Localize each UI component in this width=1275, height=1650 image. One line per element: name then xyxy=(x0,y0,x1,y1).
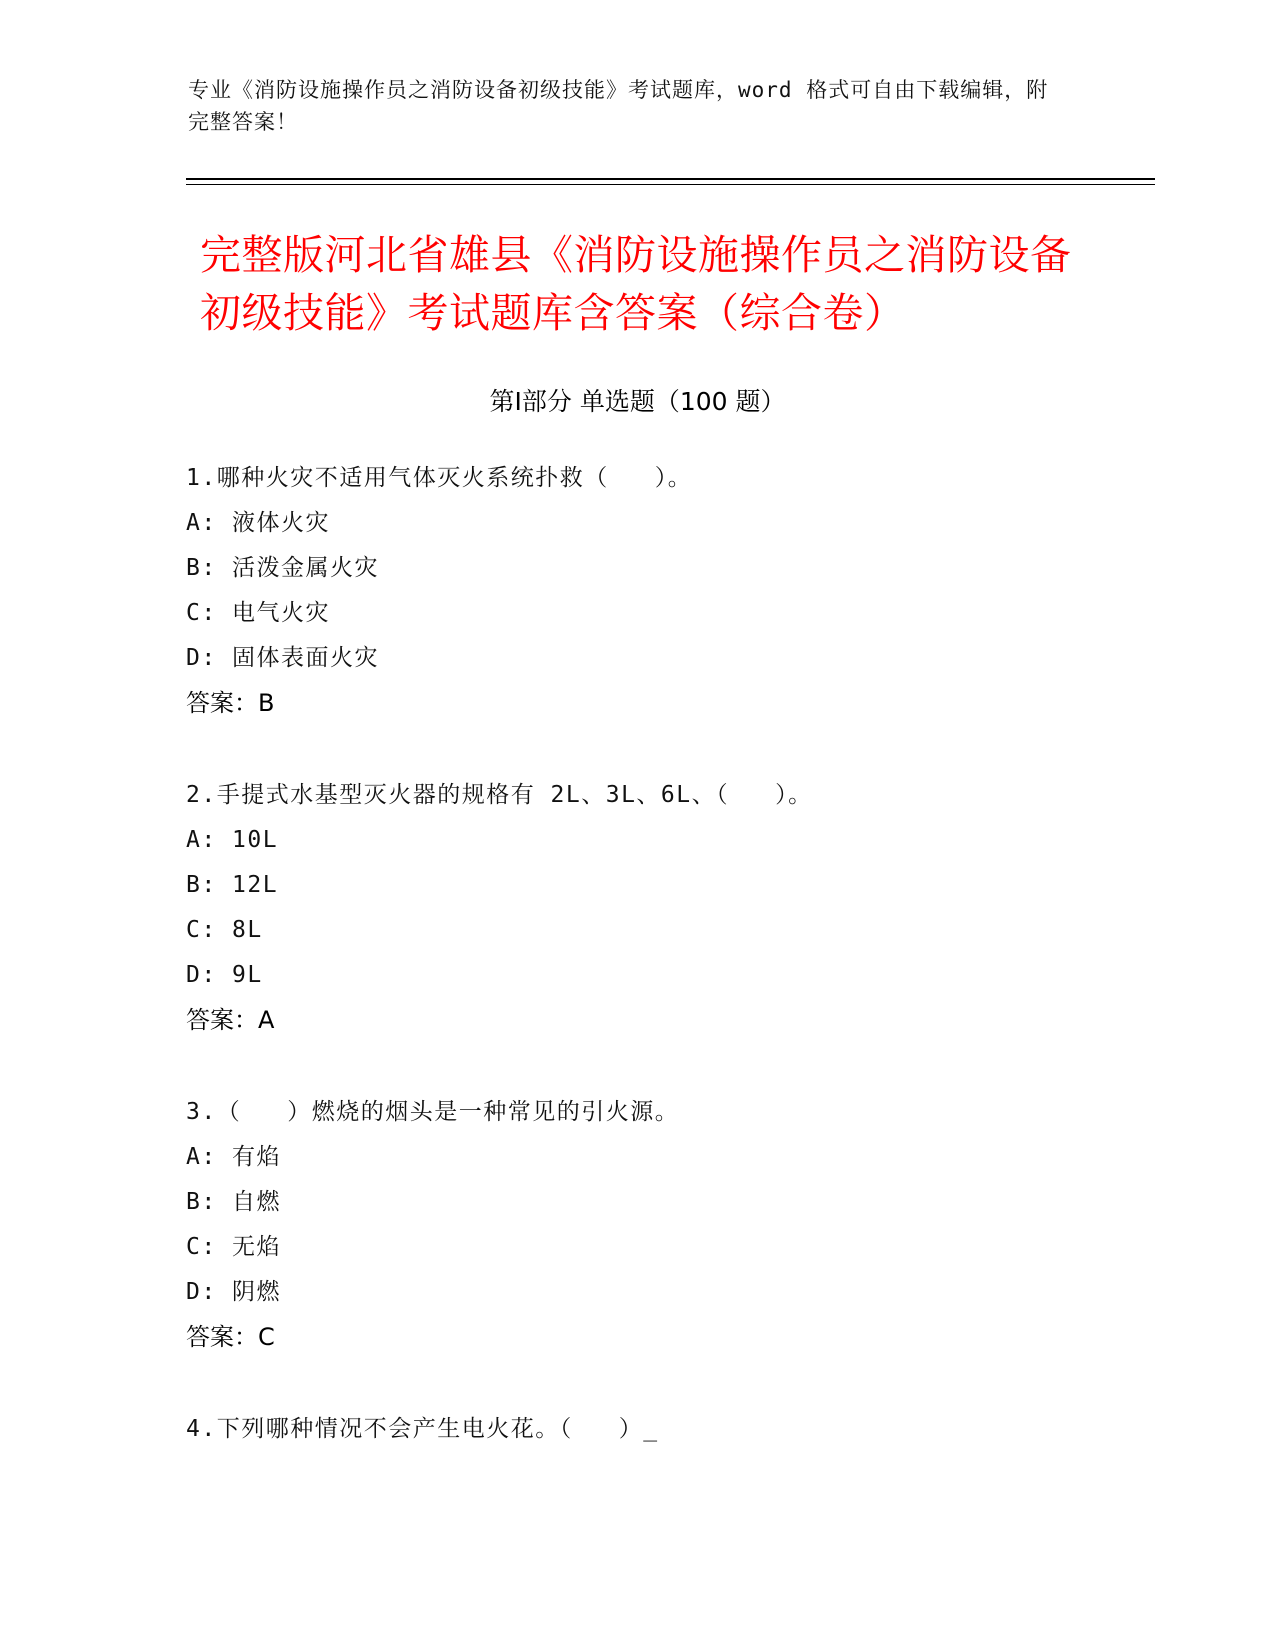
question-2 xyxy=(186,773,1146,1043)
answer: 答案：C xyxy=(186,1323,275,1351)
section-heading: 第Ⅰ部分 单选题（100 题） xyxy=(489,387,786,416)
option-d: D: 固体表面火灾 xyxy=(186,645,380,671)
answer: 答案：A xyxy=(186,1006,275,1034)
question-1 xyxy=(186,456,1146,726)
option-a: A: 10L xyxy=(186,827,279,853)
option-b: B: 自燃 xyxy=(186,1189,282,1215)
question-3 xyxy=(186,1090,1146,1360)
header-divider-thick xyxy=(186,178,1155,180)
option-a: A: 液体火灾 xyxy=(186,510,331,536)
option-b: B: 12L xyxy=(186,872,279,898)
header-note: 专业《消防设施操作员之消防设备初级技能》考试题库，word 格式可自由下载编辑，附完整答案！ xyxy=(188,78,1049,134)
option-d: D: 9L xyxy=(186,962,263,988)
document-title: 完整版河北省雄县《消防设施操作员之消防设备初级技能》考试题库含答案（综合卷） xyxy=(200,231,1072,337)
option-b: B: 活泼金属火灾 xyxy=(186,555,380,581)
option-c: C: 8L xyxy=(186,917,263,943)
question-stem: 1.哪种火灾不适用气体灭火系统扑救（ ）。 xyxy=(186,465,693,491)
answer: 答案：B xyxy=(186,689,275,717)
question-stem: 4.下列哪种情况不会产生电火花。（ ）_ xyxy=(186,1416,659,1442)
option-a: A: 有焰 xyxy=(186,1144,282,1170)
question-4 xyxy=(186,1407,1146,1452)
question-stem: 2.手提式水基型灭火器的规格有 2L、3L、6L、（ ）。 xyxy=(186,782,813,808)
option-c: C: 电气火灾 xyxy=(186,600,331,626)
option-d: D: 阴燃 xyxy=(186,1279,282,1305)
option-c: C: 无焰 xyxy=(186,1234,282,1260)
question-stem: 3.（ ）燃烧的烟头是一种常见的引火源。 xyxy=(186,1099,680,1125)
header-divider-thin xyxy=(186,184,1155,185)
